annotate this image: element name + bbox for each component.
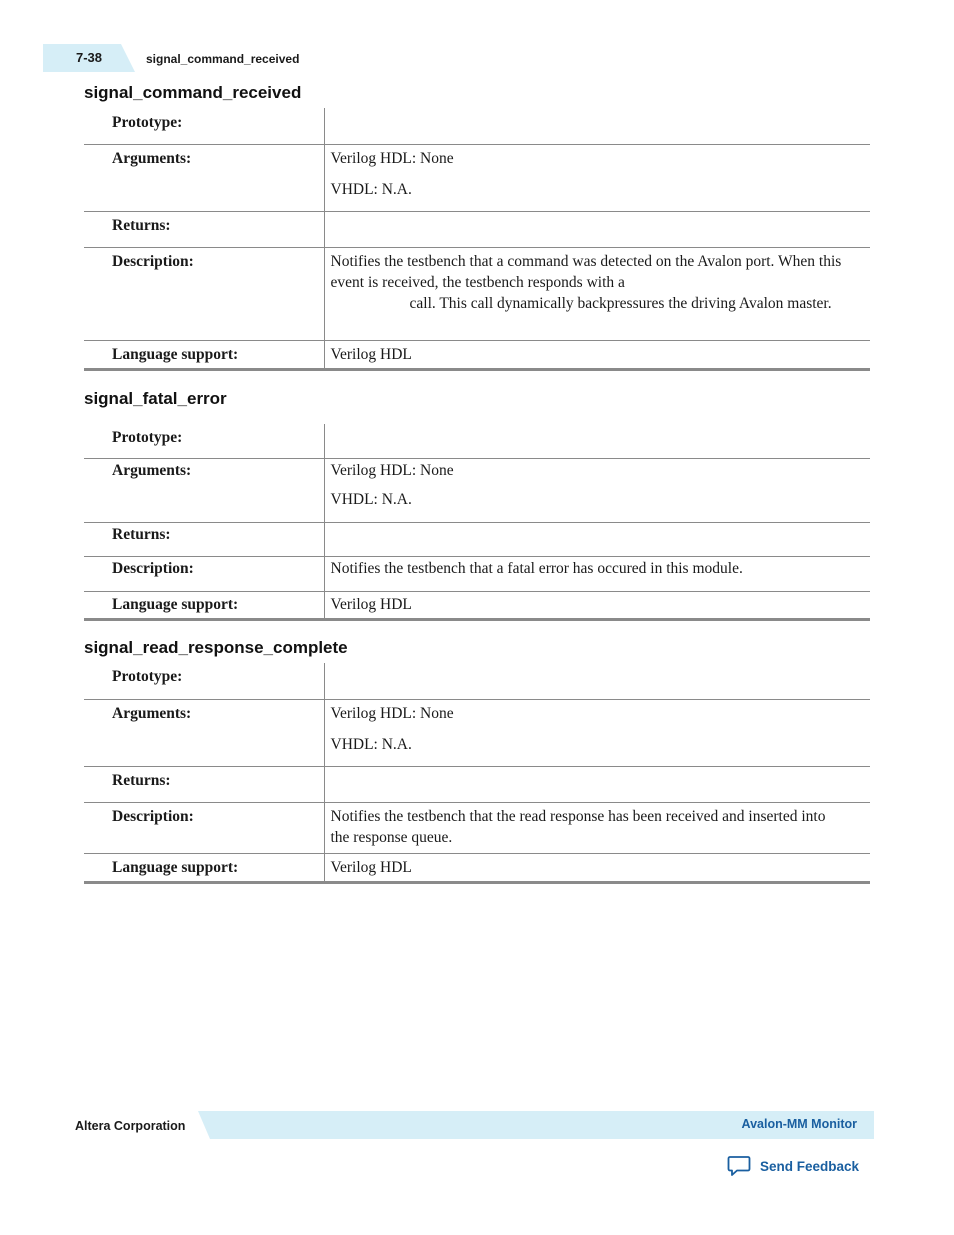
prototype-row bbox=[84, 108, 870, 144]
returns-value bbox=[324, 522, 870, 556]
arguments-row bbox=[84, 458, 870, 522]
description-row bbox=[84, 556, 870, 591]
page-number: 7-38 bbox=[76, 50, 103, 65]
arguments-verilog: Verilog HDL: None bbox=[330, 149, 454, 167]
prototype-value bbox=[324, 663, 870, 699]
language-label: Language support: bbox=[84, 591, 324, 619]
description-value bbox=[324, 247, 870, 340]
language-value: Verilog HDL bbox=[324, 853, 870, 882]
language-label: Language support: bbox=[84, 853, 324, 882]
api-table-signal-command-received bbox=[84, 108, 870, 371]
returns-label: Returns: bbox=[84, 522, 324, 556]
returns-label: Returns: bbox=[84, 766, 324, 802]
language-value: Verilog HDL bbox=[324, 340, 870, 369]
description-value: Notifies the testbench that the read response has been received and inserted into the response queue. bbox=[324, 802, 870, 853]
arguments-verilog: Verilog HDL: None bbox=[330, 704, 454, 722]
arguments-label: Arguments: bbox=[84, 699, 324, 766]
prototype-value bbox=[324, 424, 870, 458]
arguments-verilog: Verilog HDL: None bbox=[330, 461, 454, 479]
arguments-value bbox=[324, 458, 870, 522]
footer-company: Altera Corporation bbox=[75, 1119, 186, 1133]
returns-row bbox=[84, 522, 870, 556]
arguments-vhdl: VHDL: N.A. bbox=[330, 490, 412, 508]
returns-value bbox=[324, 766, 870, 802]
returns-value bbox=[324, 211, 870, 247]
footer-chapter: Avalon-MM Monitor bbox=[741, 1117, 857, 1131]
prototype-row bbox=[84, 663, 870, 699]
arguments-vhdl: VHDL: N.A. bbox=[330, 735, 412, 753]
prototype-label: Prototype: bbox=[84, 663, 324, 699]
arguments-label: Arguments: bbox=[84, 458, 324, 522]
speech-bubble-icon bbox=[727, 1154, 751, 1178]
language-value: Verilog HDL bbox=[324, 591, 870, 619]
section-title-signal-read-response-complete: signal_read_response_complete bbox=[84, 638, 348, 657]
section-title-signal-command-received: signal_command_received bbox=[84, 83, 302, 102]
arguments-row bbox=[84, 699, 870, 766]
arguments-value bbox=[324, 144, 870, 211]
prototype-label: Prototype: bbox=[84, 108, 324, 144]
api-table-signal-read-response-complete bbox=[84, 663, 870, 884]
api-table-signal-fatal-error bbox=[84, 424, 870, 621]
language-row bbox=[84, 340, 870, 369]
returns-label: Returns: bbox=[84, 211, 324, 247]
section-title-signal-fatal-error: signal_fatal_error bbox=[84, 389, 227, 408]
description-label: Description: bbox=[84, 802, 324, 853]
description-label: Description: bbox=[84, 556, 324, 591]
arguments-label: Arguments: bbox=[84, 144, 324, 211]
language-row bbox=[84, 591, 870, 619]
description-label: Description: bbox=[84, 247, 324, 340]
arguments-row bbox=[84, 144, 870, 211]
description-row bbox=[84, 802, 870, 853]
language-row bbox=[84, 853, 870, 882]
prototype-value bbox=[324, 108, 870, 144]
description-row bbox=[84, 247, 870, 340]
returns-row bbox=[84, 766, 870, 802]
send-feedback-label: Send Feedback bbox=[760, 1158, 860, 1174]
arguments-value bbox=[324, 699, 870, 766]
send-feedback-link[interactable] bbox=[727, 1153, 859, 1179]
description-text-part-2: call. This call dynamically backpressures the driving Avalon master. bbox=[409, 294, 832, 312]
prototype-label: Prototype: bbox=[84, 424, 324, 458]
arguments-vhdl: VHDL: N.A. bbox=[330, 180, 412, 198]
description-text-part-1: Notifies the testbench that a command was detected on the Avalon port. When this event is received, the testbench responds with a bbox=[330, 252, 842, 291]
prototype-row bbox=[84, 424, 870, 458]
running-header: signal_command_received bbox=[146, 52, 300, 66]
language-label: Language support: bbox=[84, 340, 324, 369]
description-value: Notifies the testbench that a fatal error has occured in this module. bbox=[324, 556, 870, 591]
returns-row bbox=[84, 211, 870, 247]
